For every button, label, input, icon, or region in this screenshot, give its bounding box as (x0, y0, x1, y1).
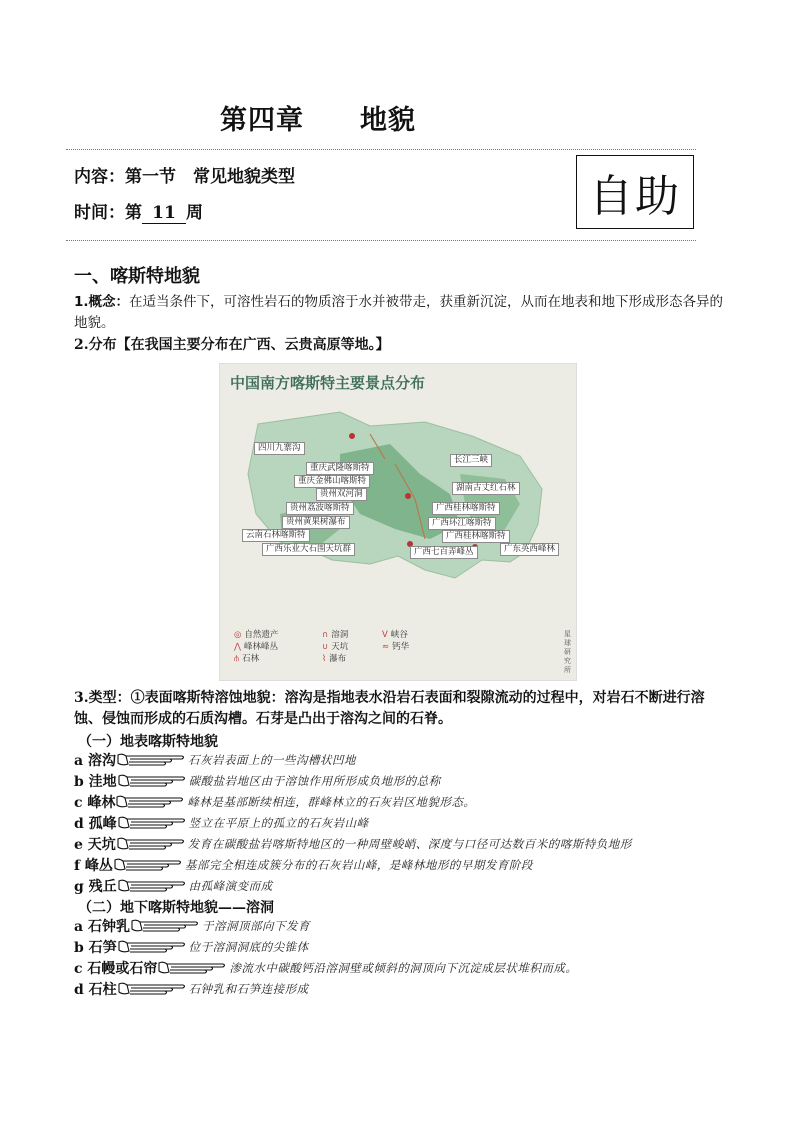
pointing-hand-icon (157, 959, 227, 977)
landform-term: g 残丘 (74, 879, 117, 895)
landform-term: e 天坑 (74, 837, 116, 853)
landform-term: a 石钟乳 (74, 919, 130, 935)
landform-term: c 峰林 (74, 795, 116, 811)
landform-item (74, 834, 632, 854)
landform-description: 由孤峰演变而成 (188, 879, 273, 893)
peak-forest-icon: ⋀ (234, 642, 241, 652)
pointing-hand-icon (116, 835, 186, 853)
landform-item (74, 979, 309, 999)
concept-text: 在适当条件下，可溶性岩石的物质溶于水并被带走，获重新沉淀，从而在地表和地下形成形态各异的地貌。 (74, 294, 724, 331)
distribution-line: 2.分布【在我国主要分布在广西、云贵高原等地。】 (74, 337, 390, 353)
heritage-icon: ◎ (234, 630, 242, 640)
landform-term: a 溶沟 (74, 753, 116, 769)
types-label: 3.类型： (74, 690, 131, 706)
pointing-hand-icon (130, 917, 200, 935)
underground-heading: （二）地下喀斯特地貌——溶洞 (78, 900, 274, 916)
landform-item (74, 876, 273, 896)
week-number: 11 (142, 203, 186, 224)
landform-description: 发育在碳酸盐岩喀斯特地区的一种周壁峻峭、深度与口径可达数百米的喀斯特负地形 (187, 837, 632, 851)
landform-term: d 石柱 (74, 982, 117, 998)
self-study-stamp: 自助 (576, 155, 694, 229)
landform-description: 石灰岩表面上的一些沟槽状凹地 (187, 753, 356, 767)
map-label: 广东英西峰林 (500, 543, 559, 556)
landform-term: f 峰丛 (74, 858, 113, 874)
landform-item (74, 937, 309, 957)
landform-term: c 石幔或石帘 (74, 961, 158, 977)
content-label: 内容：第一节 常见地貌类型 (74, 167, 295, 187)
landform-description: 石钟乳和石笋连接形成 (188, 982, 309, 996)
pointing-hand-icon (117, 938, 187, 956)
landform-item (74, 958, 577, 978)
waterfall-icon: ⌇ (322, 654, 327, 664)
map-label: 重庆金佛山喀斯特 (294, 475, 370, 488)
concept-label: 1.概念： (74, 294, 130, 310)
legend-item: ⌇ 瀑布 (322, 654, 347, 664)
landform-term: b 石笋 (74, 940, 117, 956)
section-heading: 一、喀斯特地貌 (74, 266, 200, 287)
landform-description: 基部完全相连成簇分布的石灰岩山峰，是峰林地形的早期发育阶段 (184, 858, 533, 872)
divider-bottom (66, 240, 696, 241)
cave-icon: ∩ (322, 630, 329, 640)
types-text: ①表面喀斯特溶蚀地貌：溶沟是指地表水沿岩石表面和裂隙流动的过程中，对岩石不断进行溶蚀、侵蚀而形成的石质沟槽。石芽是凸出于溶沟之间的石脊。 (74, 690, 705, 727)
pointing-hand-icon (117, 980, 187, 998)
landform-description: 竖立在平原上的孤立的石灰岩山峰 (188, 816, 369, 830)
map-label: 广西环江喀斯特 (428, 517, 496, 530)
legend-item: ⋀ 峰林峰丛 (234, 642, 278, 652)
canyon-icon: V (382, 630, 388, 640)
landform-description: 于溶洞顶部向下发育 (201, 919, 310, 933)
landform-description: 位于溶洞洞底的尖锥体 (188, 940, 309, 954)
map-label: 云南石林喀斯特 (242, 529, 310, 542)
landform-item (74, 916, 310, 936)
map-label: 长江三峡 (450, 454, 492, 467)
map-title: 中国南方喀斯特主要景点分布 (230, 374, 426, 392)
landform-item (74, 750, 356, 770)
karst-distribution-map (219, 363, 577, 681)
map-label: 广西七百弄峰丛 (410, 546, 478, 559)
pointing-hand-icon (117, 877, 187, 895)
map-label: 贵州荔波喀斯特 (286, 502, 354, 515)
time-prefix: 时间：第 (74, 203, 142, 223)
map-label: 四川九寨沟 (254, 442, 305, 455)
pointing-hand-icon (117, 772, 187, 790)
map-label: 湖南古丈红石林 (452, 482, 520, 495)
map-label: 广西乐业大石围天坑群 (262, 543, 355, 556)
map-label: 贵州双河洞 (316, 488, 367, 501)
time-label (74, 198, 203, 224)
pointing-hand-icon (113, 856, 183, 874)
surface-heading: （一）地表喀斯特地貌 (78, 734, 218, 750)
legend-item: ≈ 钙华 (382, 642, 410, 652)
divider-top (66, 149, 696, 150)
landform-term: b 洼地 (74, 774, 117, 790)
map-label: 重庆武隆喀斯特 (306, 462, 374, 475)
map-label: 贵州黄果树瀑布 (282, 516, 350, 529)
pointing-hand-icon (116, 751, 186, 769)
landform-item (74, 792, 475, 812)
time-suffix: 周 (186, 203, 203, 223)
types-paragraph (74, 688, 724, 730)
landform-item (74, 771, 441, 791)
legend-item: ∩ 溶洞 (322, 630, 349, 640)
legend-item: ◎ 自然遗产 (234, 630, 279, 640)
concept-paragraph (74, 292, 724, 334)
legend-item: V 峡谷 (382, 630, 408, 640)
map-label: 广西桂林喀斯特 (442, 530, 510, 543)
landform-term: d 孤峰 (74, 816, 117, 832)
landform-description: 碳酸盐岩地区由于溶蚀作用所形成负地形的总称 (188, 774, 441, 788)
pointing-hand-icon (115, 793, 185, 811)
landform-description: 峰林是基部断续相连，群峰林立的石灰岩区地貌形态。 (187, 795, 476, 809)
legend-item: ∪ 天坑 (322, 642, 349, 652)
legend-item: ⫛ 石林 (234, 654, 260, 664)
landform-description: 渗流水中碳酸钙沿溶洞壁或倾斜的洞顶向下沉淀成层状堆积而成。 (229, 961, 578, 975)
map-credit: 星球研究所 (564, 630, 571, 674)
sinkhole-icon: ∪ (322, 642, 329, 652)
map-label: 广西桂林喀斯特 (432, 502, 500, 515)
landform-item (74, 855, 533, 875)
chapter-title: 第四章 地貌 (220, 105, 416, 136)
travertine-icon: ≈ (382, 642, 390, 652)
pointing-hand-icon (117, 814, 187, 832)
stone-forest-icon: ⫛ (234, 654, 240, 664)
landform-item (74, 813, 369, 833)
